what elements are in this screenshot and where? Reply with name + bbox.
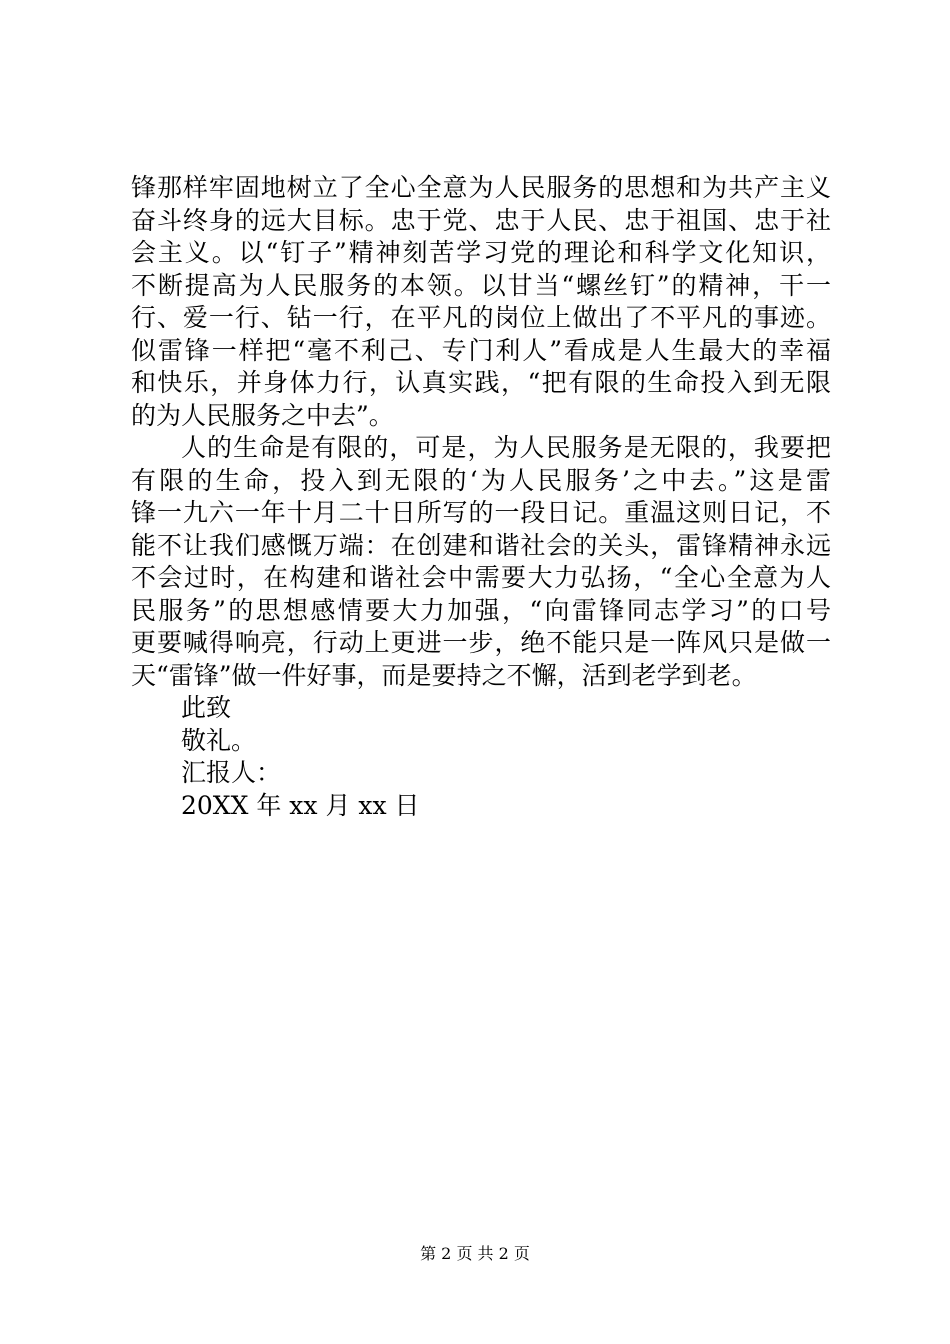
text-line: 似雷锋一样把“毫不利己、专门利人”看成是人生最大的幸福 <box>131 335 831 365</box>
text-line: 奋斗终身的远大目标。忠于党、忠于人民、忠于祖国、忠于社 <box>131 205 831 235</box>
report-date: 20XX 年 xx 月 xx 日 <box>181 790 420 820</box>
paragraph-2 <box>131 432 831 692</box>
text-line: 和快乐，并身体力行，认真实践，“把有限的生命投入到无限 <box>131 368 831 397</box>
regards: 敬礼。 <box>181 725 257 755</box>
text-line: 民服务”的思想感情要大力加强，“向雷锋同志学习”的口号 <box>131 595 831 625</box>
text-line: 的为人民服务之中去”。 <box>131 400 394 430</box>
text-line: 不会过时，在构建和谐社会中需要大力弘扬，“全心全意为人 <box>131 563 831 592</box>
reporter-label: 汇报人： <box>181 758 282 787</box>
document-body <box>131 172 831 822</box>
text-line: 锋一九六一年十月二十日所写的一段日记。重温这则日记，不 <box>131 498 831 527</box>
text-line: 不断提高为人民服务的本领。以甘当“螺丝钉”的精神，干一 <box>131 270 831 300</box>
text-line: 有限的生命，投入到无限的‘为人民服务’之中去。”这是雷 <box>131 465 831 495</box>
page-number-footer: 第 2 页 共 2 页 <box>420 1244 530 1263</box>
text-line: 能不让我们感慨万端：在创建和谐社会的关头，雷锋精神永远 <box>131 530 831 560</box>
closing-block <box>131 692 831 822</box>
text-line: 人的生命是有限的，可是，为人民服务是无限的，我要把 <box>181 433 831 462</box>
paragraph-1 <box>131 172 831 432</box>
text-line: 天“雷锋”做一件好事，而是要持之不懈，活到老学到老。 <box>131 660 757 690</box>
salutation: 此致 <box>181 693 232 722</box>
text-line: 会主义。以“钉子”精神刻苦学习党的理论和科学文化知识， <box>131 238 831 267</box>
text-line: 更要喊得响亮，行动上更进一步，绝不能只是一阵风只是做一 <box>131 628 831 657</box>
text-line: 行、爱一行、钻一行，在平凡的岗位上做出了不平凡的事迹。 <box>131 303 831 332</box>
text-line: 锋那样牢固地树立了全心全意为人民服务的思想和为共产主义 <box>131 173 831 202</box>
